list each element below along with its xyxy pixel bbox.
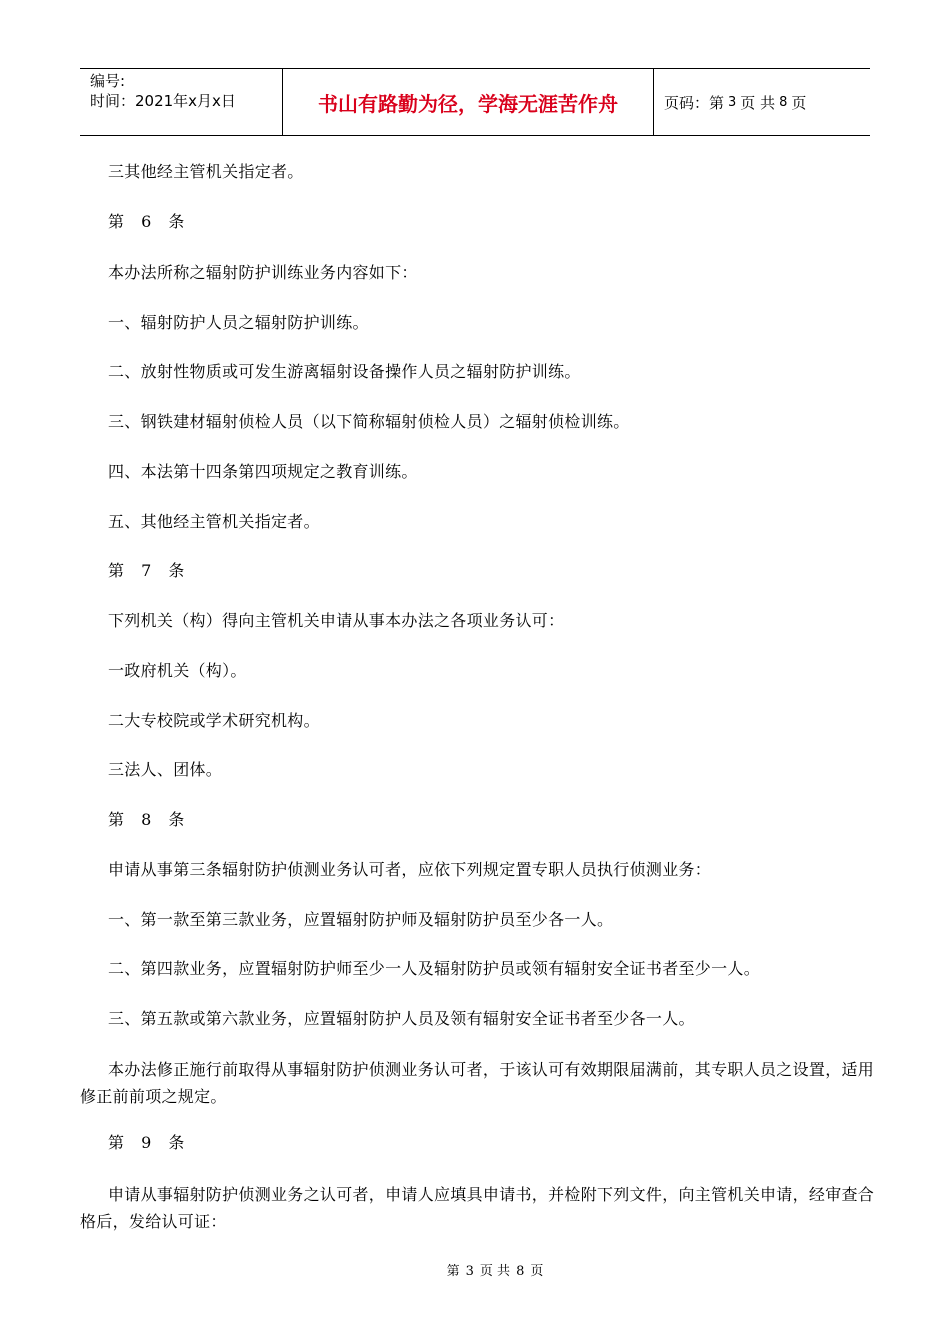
- footer-suffix: 页: [530, 1264, 544, 1279]
- paragraph: 二大专校院或学术研究机构。: [108, 711, 320, 730]
- paragraph: 二、放射性物质或可发生游离辐射设备操作人员之辐射防护训练。: [108, 362, 581, 381]
- footer-mid: 页 共: [479, 1264, 511, 1279]
- article-heading: 第 8 条: [108, 810, 191, 829]
- paragraph: 二、第四款业务，应置辐射防护师至少一人及辐射防护员或领有辐射安全证书者至少一人。: [108, 959, 761, 978]
- header-motto: 书山有路勤为径，学海无涯苦作舟: [282, 69, 654, 135]
- page-suffix: 页: [791, 93, 807, 112]
- paragraph: 下列机关（构）得向主管机关申请从事本办法之各项业务认可：: [108, 611, 565, 630]
- article-heading: 第 9 条: [108, 1133, 191, 1152]
- paragraph: 三、第五款或第六款业务，应置辐射防护人员及领有辐射安全证书者至少各一人。: [108, 1009, 695, 1028]
- page-header: [80, 68, 870, 136]
- paragraph: 申请从事第三条辐射防护侦测业务认可者，应依下列规定置专职人员执行侦测业务：: [108, 860, 712, 879]
- footer-prefix: 第: [446, 1264, 460, 1279]
- page-mid: 页 共: [740, 93, 776, 112]
- page-prefix: 页码：第: [664, 93, 725, 112]
- paragraph: 一、辐射防护人员之辐射防护训练。: [108, 313, 369, 332]
- page-total: 8: [779, 94, 788, 110]
- paragraph: 三其他经主管机关指定者。: [108, 162, 304, 181]
- paragraph: 一、第一款至第三款业务，应置辐射防护师及辐射防护员至少各一人。: [108, 910, 614, 929]
- article-heading: 第 7 条: [108, 561, 191, 580]
- paragraph: 五、其他经主管机关指定者。: [108, 512, 320, 531]
- page-footer: [0, 1262, 950, 1282]
- footer-current: 3: [465, 1264, 474, 1279]
- footer-total: 8: [516, 1264, 525, 1279]
- article-heading: 第 6 条: [108, 212, 191, 231]
- document-time-label: 时间：2021年x月x日: [90, 92, 236, 110]
- paragraph: 本办法所称之辐射防护训练业务内容如下：: [108, 263, 418, 282]
- paragraph: 三、钢铁建材辐射侦检人员（以下简称辐射侦检人员）之辐射侦检训练。: [108, 412, 630, 431]
- paragraph: 四、本法第十四条第四项规定之教育训练。: [108, 462, 418, 481]
- header-page-info: [654, 69, 870, 135]
- page-current: 3: [728, 94, 737, 110]
- header-meta: [80, 69, 282, 135]
- paragraph: 三法人、团体。: [108, 760, 223, 779]
- document-number-label: 编号:: [90, 72, 126, 90]
- paragraph: 申请从事辐射防护侦测业务之认可者，申请人应填具申请书，并检附下列文件，向主管机关申请，经审查合格后，发给认可证：: [80, 1185, 875, 1231]
- paragraph: 一政府机关（构）。: [108, 661, 247, 680]
- paragraph: 本办法修正施行前取得从事辐射防护侦测业务认可者，于该认可有效期限届满前，其专职人员之设置，适用修正前前项之规定。: [80, 1060, 875, 1106]
